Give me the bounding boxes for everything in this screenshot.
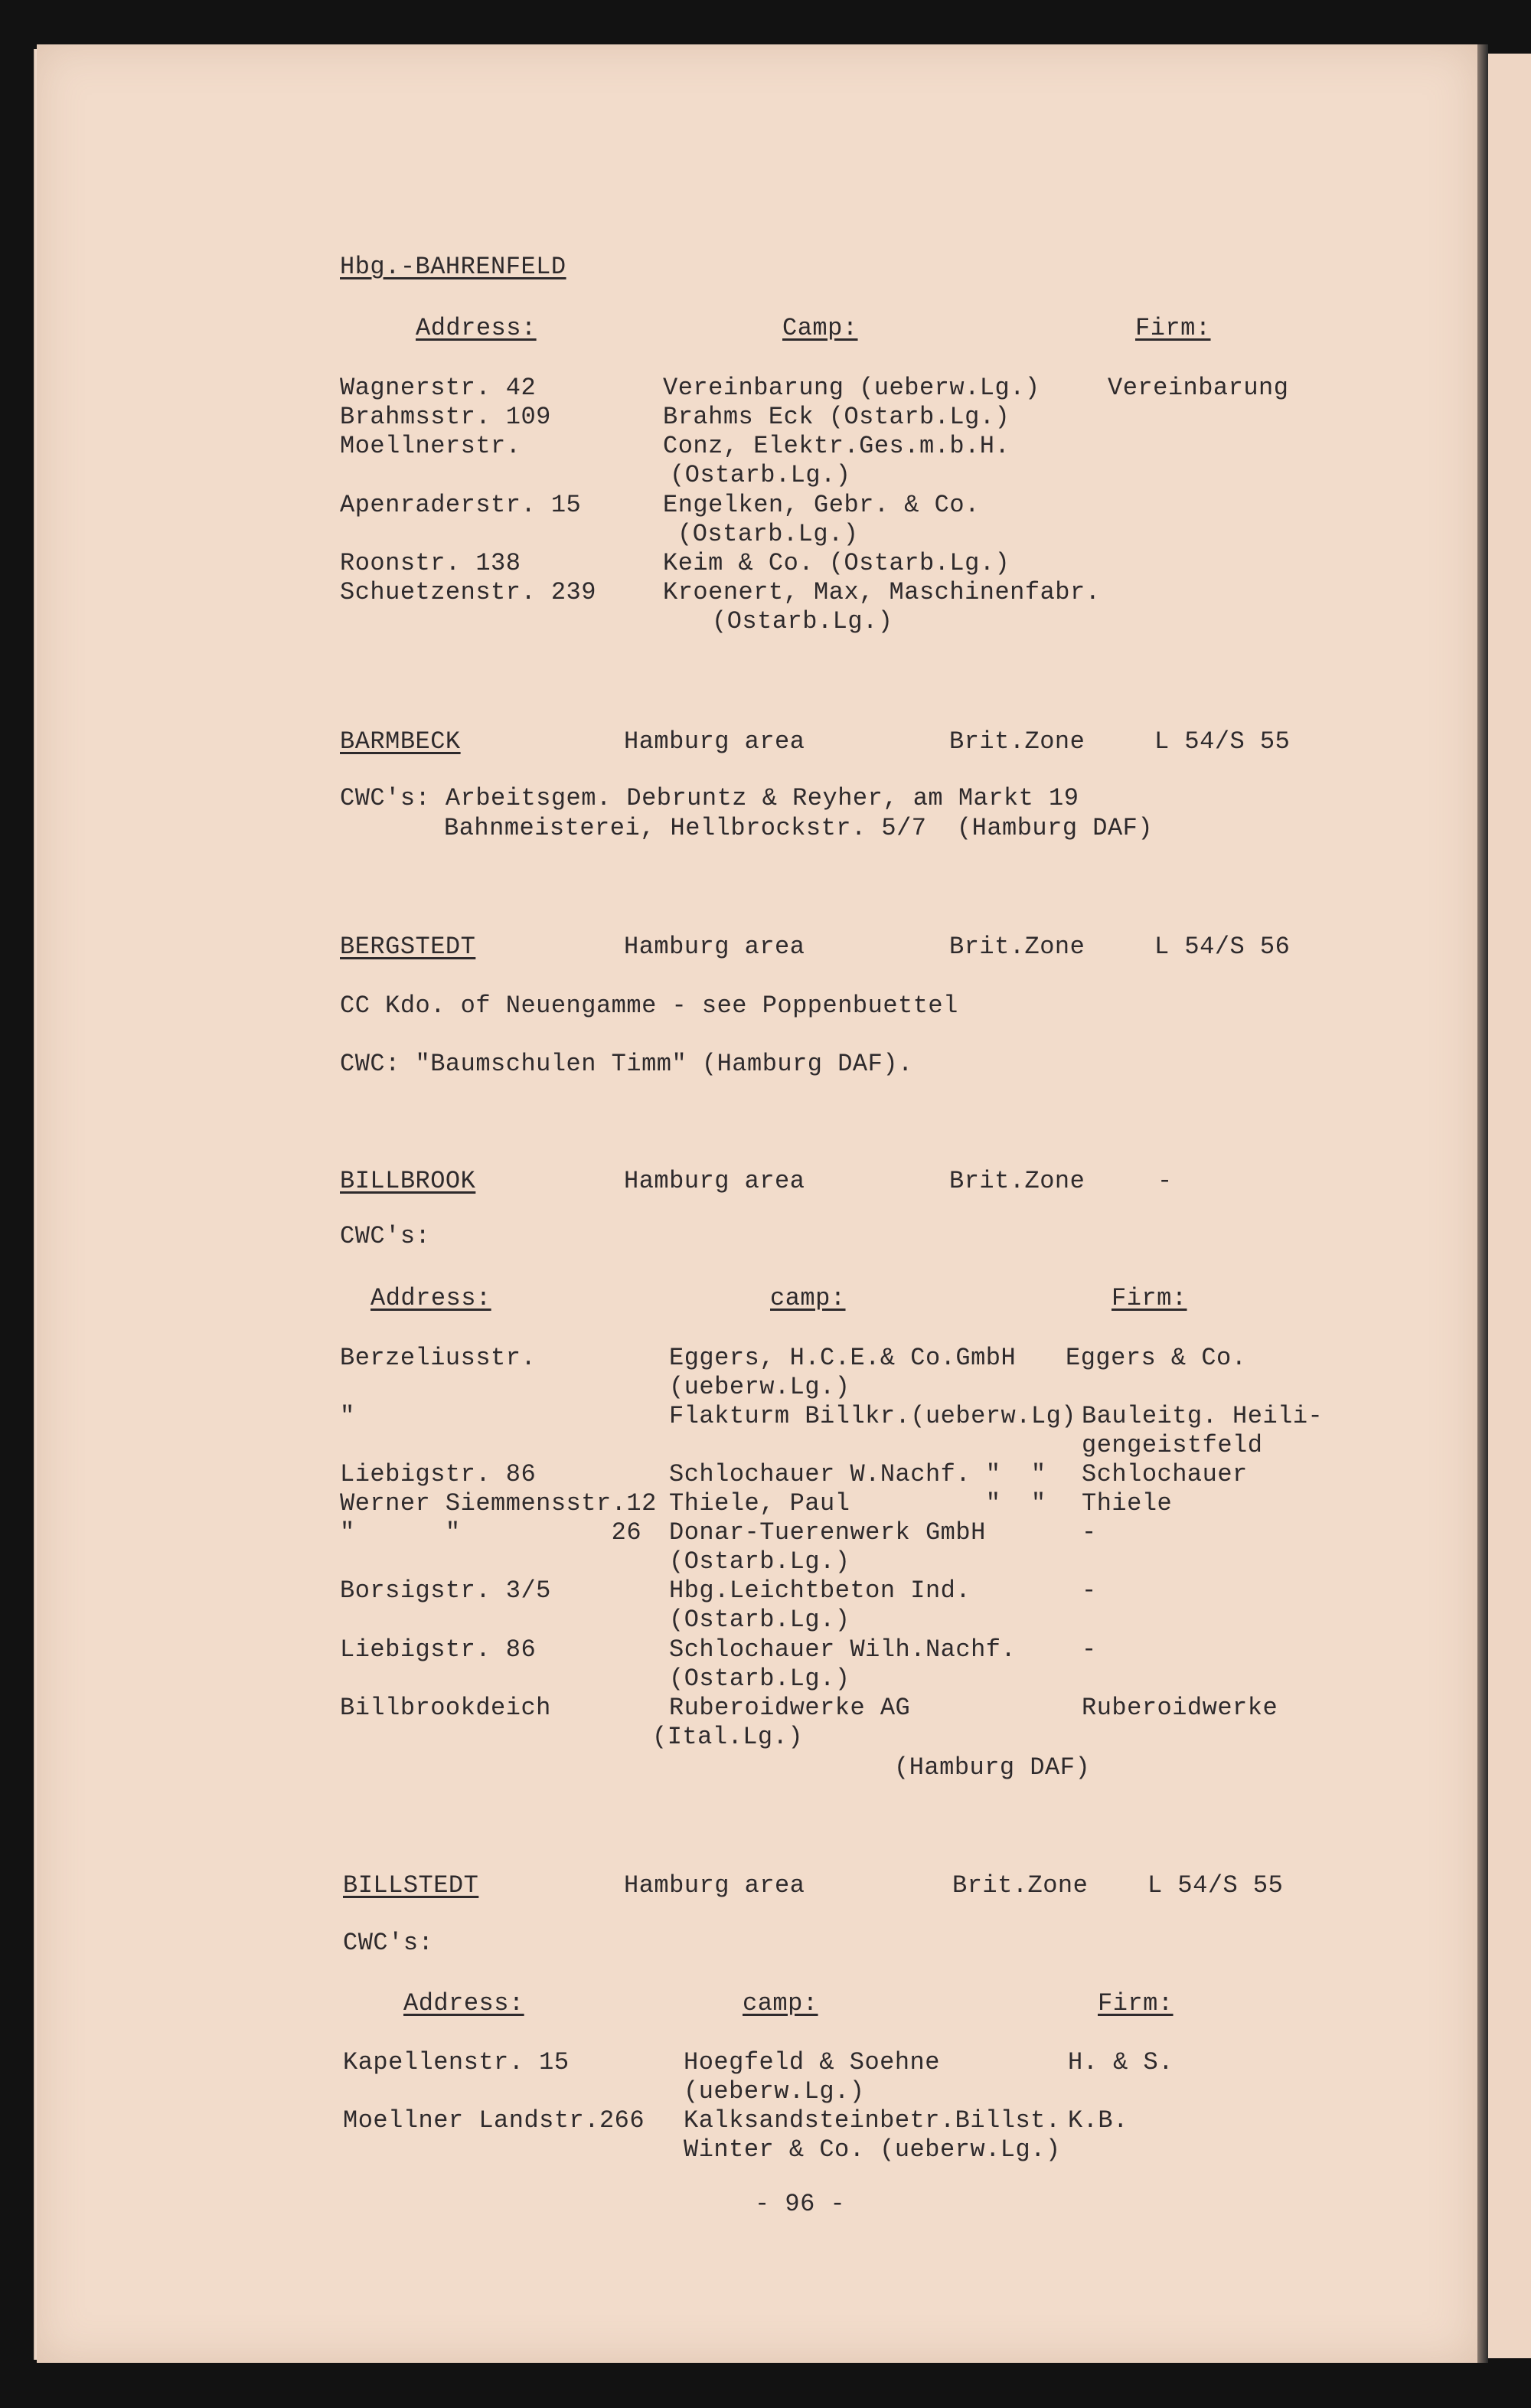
table-cell-firm: Schlochauer bbox=[1082, 1460, 1248, 1488]
table-cell-address: Apenraderstr. 15 bbox=[340, 491, 582, 519]
header-camp: Camp: bbox=[782, 314, 858, 342]
table-cell-camp: Engelken, Gebr. & Co. bbox=[663, 491, 980, 519]
section-line: CWC: "Baumschulen Timm" (Hamburg DAF). bbox=[340, 1050, 913, 1078]
section-title-bahrenfeld: Hbg.-BAHRENFELD bbox=[340, 253, 566, 281]
table-cell-camp: (Ostarb.Lg.) bbox=[677, 520, 859, 548]
table-cell-camp: (Ostarb.Lg.) bbox=[669, 1665, 850, 1693]
table-cell-camp: Eggers, H.C.E.& Co.GmbH bbox=[669, 1344, 1017, 1372]
section-ref: L 54/S 56 bbox=[1154, 933, 1291, 961]
table-cell-address: Brahmsstr. 109 bbox=[340, 403, 551, 431]
table-cell-address: Liebigstr. 86 bbox=[340, 1635, 537, 1664]
table-cell-address: " " 26 bbox=[340, 1518, 642, 1547]
section-ref: - bbox=[1157, 1167, 1173, 1195]
table-cell-firm: K.B. bbox=[1068, 2106, 1128, 2135]
table-cell-camp: (ueberw.Lg.) bbox=[669, 1373, 850, 1401]
table-cell-firm: Ruberoidwerke bbox=[1082, 1694, 1278, 1722]
table-cell-camp: Schlochauer Wilh.Nachf. bbox=[669, 1635, 1017, 1664]
section-label: CWC's: bbox=[343, 1929, 434, 1957]
section-area: Hamburg area bbox=[624, 933, 805, 961]
table-cell-camp: Conz, Elektr.Ges.m.b.H. bbox=[663, 432, 1010, 460]
table-cell-camp: Hbg.Leichtbeton Ind. bbox=[669, 1576, 971, 1605]
table-cell-camp: Keim & Co. (Ostarb.Lg.) bbox=[663, 549, 1010, 577]
table-cell-camp: Vereinbarung (ueberw.Lg.) bbox=[663, 374, 1040, 402]
section-line: CC Kdo. of Neuengamme - see Poppenbuettel bbox=[340, 992, 958, 1020]
header-address: Address: bbox=[371, 1284, 491, 1312]
section-area: Hamburg area bbox=[624, 1871, 805, 1900]
header-firm: Firm: bbox=[1135, 314, 1211, 342]
header-firm: Firm: bbox=[1098, 1989, 1174, 2018]
header-camp: camp: bbox=[770, 1284, 846, 1312]
table-cell-firm: - bbox=[1082, 1635, 1097, 1664]
table-cell-address: Kapellenstr. 15 bbox=[343, 2048, 570, 2076]
section-zone: Brit.Zone bbox=[949, 1167, 1085, 1195]
table-cell-camp: (Ital.Lg.) bbox=[652, 1723, 804, 1751]
table-cell-camp: Brahms Eck (Ostarb.Lg.) bbox=[663, 403, 1010, 431]
table-cell-address: Moellnerstr. bbox=[340, 432, 521, 460]
book-gutter bbox=[1477, 44, 1488, 2363]
table-cell-firm: Thiele bbox=[1082, 1489, 1173, 1518]
section-title-billbrook: BILLBROOK bbox=[340, 1167, 476, 1195]
table-cell-camp: Ruberoidwerke AG bbox=[669, 1694, 911, 1722]
header-camp: camp: bbox=[743, 1989, 818, 2018]
table-cell-address: Moellner Landstr.266 bbox=[343, 2106, 645, 2135]
table-cell-camp: (Ostarb.Lg.) bbox=[712, 607, 893, 635]
page-number: - 96 - bbox=[755, 2190, 846, 2218]
section-area: Hamburg area bbox=[624, 727, 805, 756]
table-cell-firm: - bbox=[1082, 1518, 1097, 1547]
table-cell-camp: Kalksandsteinbetr.Billst. bbox=[684, 2106, 1061, 2135]
section-line: CWC's: Arbeitsgem. Debruntz & Reyher, am Markt 19 bbox=[340, 784, 1079, 812]
table-cell-address: Roonstr. 138 bbox=[340, 549, 521, 577]
table-cell-address: Borsigstr. 3/5 bbox=[340, 1576, 551, 1605]
section-label: CWC's: bbox=[340, 1222, 431, 1250]
table-cell-camp: (Ostarb.Lg.) bbox=[669, 1606, 850, 1634]
header-firm: Firm: bbox=[1112, 1284, 1187, 1312]
facing-page-edge bbox=[1488, 54, 1531, 2358]
section-title-barmbeck: BARMBECK bbox=[340, 727, 461, 756]
section-line: Bahnmeisterei, Hellbrockstr. 5/7 (Hamburg DAF) bbox=[444, 814, 1154, 842]
table-cell-firm: Bauleitg. Heili- bbox=[1082, 1402, 1324, 1430]
table-cell-firm: Vereinbarung bbox=[1108, 374, 1289, 402]
table-cell-camp: (Ostarb.Lg.) bbox=[670, 461, 851, 489]
table-cell-address: Berzeliusstr. bbox=[340, 1344, 537, 1372]
table-cell-camp: Thiele, Paul " " bbox=[669, 1489, 1046, 1518]
table-cell-camp: (ueberw.Lg.) bbox=[684, 2077, 865, 2106]
table-cell-address: Schuetzenstr. 239 bbox=[340, 578, 596, 606]
section-zone: Brit.Zone bbox=[949, 727, 1085, 756]
section-zone: Brit.Zone bbox=[949, 933, 1085, 961]
table-cell-address: Werner Siemmensstr.12 bbox=[340, 1489, 657, 1518]
table-cell-firm: Eggers & Co. bbox=[1066, 1344, 1247, 1372]
table-cell-camp: Flakturm Billkr.(ueberw.Lg) bbox=[669, 1402, 1076, 1430]
table-cell-address: Liebigstr. 86 bbox=[340, 1460, 537, 1488]
table-cell-camp: Schlochauer W.Nachf. " " bbox=[669, 1460, 1046, 1488]
table-cell-firm: - bbox=[1082, 1576, 1097, 1605]
section-zone: Brit.Zone bbox=[952, 1871, 1089, 1900]
table-cell-firm: gengeistfeld bbox=[1082, 1431, 1263, 1459]
section-title-billstedt: BILLSTEDT bbox=[343, 1871, 479, 1900]
table-cell-address: Wagnerstr. 42 bbox=[340, 374, 537, 402]
section-ref: L 54/S 55 bbox=[1147, 1871, 1284, 1900]
table-cell-camp: Winter & Co. (ueberw.Lg.) bbox=[684, 2135, 1061, 2164]
section-ref: L 54/S 55 bbox=[1154, 727, 1291, 756]
section-source: (Hamburg DAF) bbox=[894, 1753, 1091, 1782]
section-area: Hamburg area bbox=[624, 1167, 805, 1195]
table-cell-camp: Hoegfeld & Soehne bbox=[684, 2048, 940, 2076]
table-cell-address: " bbox=[340, 1402, 355, 1430]
table-cell-camp: Donar-Tuerenwerk GmbH bbox=[669, 1518, 986, 1547]
table-cell-firm: H. & S. bbox=[1068, 2048, 1174, 2076]
table-cell-camp: Kroenert, Max, Maschinenfabr. bbox=[663, 578, 1101, 606]
section-title-bergstedt: BERGSTEDT bbox=[340, 933, 476, 961]
header-address: Address: bbox=[416, 314, 537, 342]
table-cell-address: Billbrookdeich bbox=[340, 1694, 551, 1722]
header-address: Address: bbox=[403, 1989, 524, 2018]
table-cell-camp: (Ostarb.Lg.) bbox=[669, 1547, 850, 1576]
